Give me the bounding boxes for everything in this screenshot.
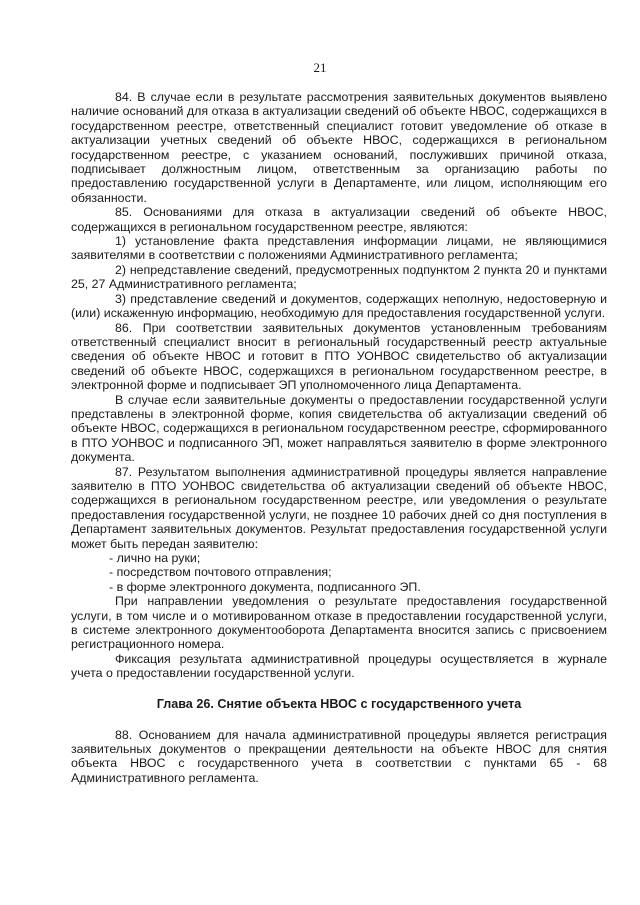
paragraph-85-item-1: 1) установление факта представления информации лицами, не являющимися заявителями в соответствии с положениями Административного регламента;: [71, 234, 607, 263]
list-item-in-person: - лично на руки;: [109, 551, 201, 565]
document-body: [71, 90, 607, 785]
list-item-by-mail: - посредством почтового отправления;: [109, 565, 332, 580]
paragraph-88: 88. Основанием для начала административной процедуры является регистрация заявительных документов о прекращении деятельности на объекте НВОС для снятия объекта НВОС с государственного учета в соответствии с пунктами 65 - 68 Административного регламента.: [71, 727, 607, 785]
chapter-title: Глава 26. Снятие объекта НВОС с государственного учета: [156, 696, 522, 711]
list-item-electronic: - в форме электронного документа, подписанного ЭП.: [109, 579, 421, 594]
paragraph-85-item-3: 3) представление сведений и документов, содержащих неполную, недостоверную и (или) искаженную информацию, необходимую для предоставления государственной услуги.: [71, 291, 607, 321]
paragraph-87: 87. Результатом выполнения административной процедуры является направление заявителю в ПТО УОНВОС свидетельства об актуализации сведений об объекте НВОС, содержащихся в региональном государственном реестре, или уведомления о результате предоставления государственной услуги, не позднее 10 рабочих дней со дня поступления в Департамент заявительных документов. Результат предоставления государственной услуги может быть передан заявителю:: [71, 464, 607, 551]
paragraph-87-b: При направлении уведомления о результате предоставления государственной услуги, в том числе и о мотивированном отказе в предоставлении государственной услуги, в системе электронного документооборота Департамента вносится запись с присвоением регистрационного номера.: [71, 594, 607, 652]
paragraph-87-c: Фиксация результата административной процедуры осуществляется в журнале учета о предоставлении государственной услуги.: [71, 651, 607, 681]
paragraph-86-b: В случае если заявительные документы о предоставлении государственной услуги представлены в электронной форме, копия свидетельства об актуализации сведений об объекте НВОС, содержащихся в региональном государственном реестре, сформированного в ПТО УОНВОС и подписанного ЭП, может направляться заявителю в форме электронного документа.: [71, 392, 607, 465]
paragraph-86: 86. При соответствии заявительных документов установленным требованиям ответственный специалист вносит в региональный государственный реестр актуальные сведения об объекте НВОС и готовит в ПТО УОНВОС свидетельство об актуализации сведений об объекте НВОС, содержащихся в региональном государственном реестре, в электронной форме и подписывает ЭП уполномоченного лица Департамента.: [71, 320, 607, 393]
paragraph-84: 84. В случае если в результате рассмотрения заявительных документов выявлено наличие оснований для отказа в актуализации сведений об объекте НВОС, содержащихся в государственном реестре, ответственный специалист готовит уведомление об отказе в актуализации учетных сведений об объекте НВОС, содержащихся в региональном государственном реестре, с указанием оснований, послуживших причиной отказа, подписывает должностным лицом, ответственным за организацию работы по предоставлению государственной услуги в Департаменте, или лицом, исполняющим его обязанности.: [71, 90, 607, 205]
page-number: 21: [313, 60, 327, 75]
paragraph-85-item-2: 2) непредставление сведений, предусмотренных подпунктом 2 пункта 20 и пунктами 25, 27 Административного регламента;: [71, 262, 607, 292]
paragraph-85: 85. Основаниями для отказа в актуализации сведений об объекте НВОС, содержащихся в региональном государственном реестре, являются:: [71, 205, 607, 234]
